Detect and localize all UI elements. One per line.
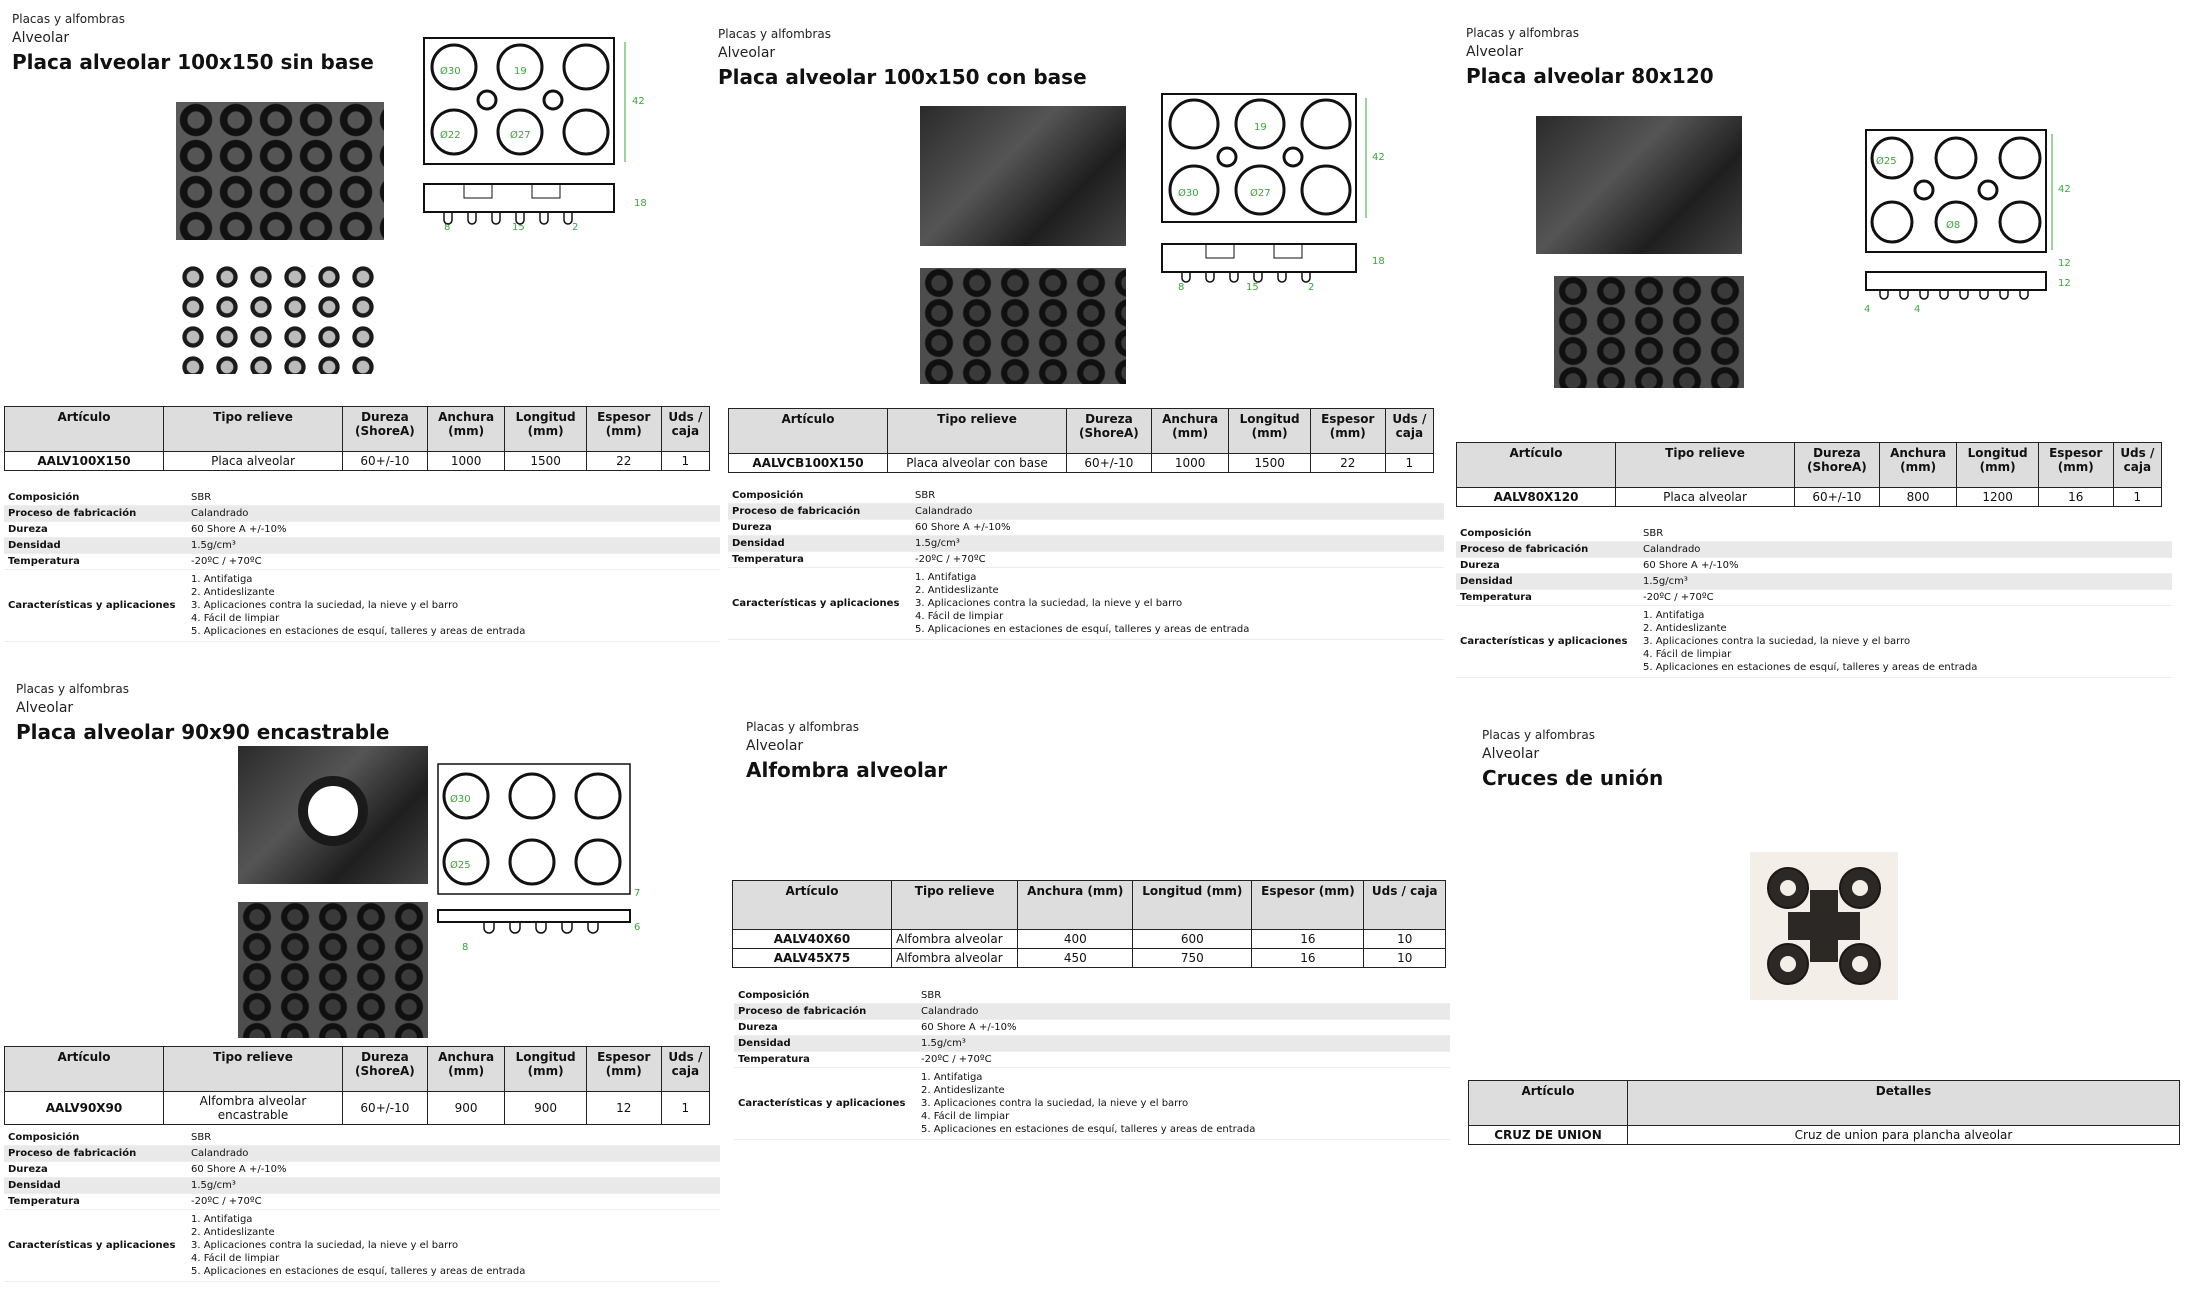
table-cell: 1000 — [1151, 454, 1229, 473]
prop-key: Densidad — [734, 1036, 917, 1052]
table-cell: 16 — [1252, 930, 1364, 949]
prop-value: 60 Shore A +/-10% — [187, 1162, 720, 1178]
prop-value: Calandrado — [187, 1146, 720, 1162]
list-item: 1. Antifatiga — [921, 1072, 983, 1083]
column-header: Tipo relieve — [892, 881, 1018, 930]
breadcrumb: Placas y alfombras — [746, 720, 859, 734]
column-header: Detalles — [1628, 1081, 2180, 1126]
table-cell: AALV90X90 — [5, 1092, 164, 1125]
prop-value: 1.5g/cm³ — [911, 536, 1444, 552]
column-header: Longitud (mm) — [1229, 409, 1310, 454]
prop-key: Características y aplicaciones — [728, 568, 911, 640]
table-cell: CRUZ DE UNION — [1469, 1126, 1628, 1145]
prop-value: Calandrado — [917, 1004, 1450, 1020]
table-cell: Placa alveolar — [164, 452, 343, 471]
column-header: Dureza (ShoreA) — [343, 1047, 428, 1092]
column-header: Dureza (ShoreA) — [1795, 443, 1880, 488]
breadcrumb: Placas y alfombras — [1482, 728, 1595, 742]
table-row — [729, 454, 1434, 473]
breadcrumb: Placas y alfombras — [1466, 26, 1579, 40]
column-header: Tipo relieve — [164, 407, 343, 452]
column-header: Artículo — [733, 881, 892, 930]
properties-table — [1456, 526, 2172, 678]
column-header: Uds / caja — [1385, 409, 1433, 454]
product-panel-4 — [16, 682, 716, 744]
table-cell: 22 — [586, 452, 661, 471]
drawing-dim: 15 — [1246, 282, 1259, 293]
drawing-dim: Ø22 — [440, 130, 461, 141]
table-header-row — [1457, 443, 2162, 488]
list-item: 4. Fácil de limpiar — [915, 611, 1004, 622]
spec-table — [732, 880, 1446, 968]
drawing-dim: 2 — [1308, 282, 1315, 293]
prop-value-list — [187, 1210, 720, 1282]
column-header: Espesor (mm) — [2038, 443, 2113, 488]
list-item: 1. Antifatiga — [191, 1214, 253, 1225]
prop-key: Dureza — [4, 522, 187, 538]
column-header: Anchura (mm) — [1151, 409, 1229, 454]
prop-key: Densidad — [1456, 574, 1639, 590]
product-panel-alfombra — [746, 720, 1446, 782]
prop-value: 1.5g/cm³ — [187, 538, 720, 554]
spec-table — [1468, 1080, 2180, 1145]
prop-value: -20ºC / +70ºC — [187, 554, 720, 570]
column-header: Uds / caja — [661, 1047, 709, 1092]
prop-key: Dureza — [728, 520, 911, 536]
table-header-row — [729, 409, 1434, 454]
prop-key: Proceso de fabricación — [4, 1146, 187, 1162]
table-cell: 400 — [1018, 930, 1133, 949]
list-item: 5. Aplicaciones en estaciones de esquí, talleres y areas de entrada — [191, 626, 526, 637]
drawing-dim: Ø30 — [450, 794, 471, 805]
spec-table — [4, 406, 710, 471]
table-row — [5, 1092, 710, 1125]
drawing-dim: 42 — [2058, 184, 2071, 195]
list-item: 5. Aplicaciones en estaciones de esquí, talleres y areas de entrada — [191, 1266, 526, 1277]
column-header: Longitud (mm) — [505, 1047, 586, 1092]
column-header: Tipo relieve — [1616, 443, 1795, 488]
product-photo-top — [176, 262, 384, 374]
prop-value-list — [1639, 606, 2172, 678]
prop-value: -20ºC / +70ºC — [917, 1052, 1450, 1068]
drawing-dim: 12 — [2058, 258, 2071, 269]
table-cell: 750 — [1133, 949, 1252, 968]
table-cell: 1200 — [1957, 488, 2038, 507]
product-title: Placa alveolar 100x150 con base — [718, 65, 1087, 89]
prop-key: Temperatura — [728, 552, 911, 568]
table-cell: 16 — [1252, 949, 1364, 968]
column-header: Artículo — [5, 1047, 164, 1092]
table-cell: 10 — [1364, 930, 1446, 949]
prop-key: Composición — [4, 490, 187, 506]
table-row — [5, 452, 710, 471]
product-photo-closeup — [238, 746, 428, 884]
table-row — [1469, 1126, 2180, 1145]
list-item: 2. Antideslizante — [915, 585, 999, 596]
drawing-dim: 19 — [514, 66, 527, 77]
prop-value: Calandrado — [1639, 542, 2172, 558]
prop-key: Proceso de fabricación — [728, 504, 911, 520]
table-cell: 1500 — [1229, 454, 1310, 473]
table-cell: AALV80X120 — [1457, 488, 1616, 507]
prop-value: 60 Shore A +/-10% — [911, 520, 1444, 536]
prop-value: -20ºC / +70ºC — [1639, 590, 2172, 606]
drawing-dim: 18 — [1372, 256, 1385, 267]
drawing-dim: 15 — [512, 222, 525, 233]
drawing-dim: 42 — [632, 96, 645, 107]
list-item: 3. Aplicaciones contra la suciedad, la nieve y el barro — [191, 600, 459, 611]
list-item: 2. Antideslizante — [1643, 623, 1727, 634]
product-title: Placa alveolar 90x90 encastrable — [16, 720, 390, 744]
table-cell: 16 — [2038, 488, 2113, 507]
column-header: Artículo — [1457, 443, 1616, 488]
product-title: Cruces de unión — [1482, 766, 1664, 790]
list-item: 2. Antideslizante — [191, 587, 275, 598]
table-cell: 1 — [2113, 488, 2161, 507]
prop-key: Composición — [734, 988, 917, 1004]
table-cell: 900 — [505, 1092, 586, 1125]
product-photo-boot — [1536, 116, 1742, 254]
column-header: Dureza (ShoreA) — [1067, 409, 1152, 454]
prop-value-list — [917, 1068, 1450, 1140]
product-panel-2 — [718, 27, 1418, 89]
table-row — [1457, 488, 2162, 507]
properties-table — [4, 1130, 720, 1282]
prop-key: Características y aplicaciones — [4, 570, 187, 642]
drawing-dim: Ø25 — [1876, 156, 1897, 167]
prop-key: Densidad — [4, 538, 187, 554]
drawing-dim: 8 — [462, 942, 469, 953]
table-cell: Placa alveolar — [1616, 488, 1795, 507]
table-cell: 60+/-10 — [343, 452, 428, 471]
table-cell: 60+/-10 — [1795, 488, 1880, 507]
prop-value-list — [187, 570, 720, 642]
drawing-dim: 42 — [1372, 152, 1385, 163]
prop-value: SBR — [187, 490, 720, 506]
column-header: Anchura (mm) — [1018, 881, 1133, 930]
prop-value-list — [911, 568, 1444, 640]
table-cell: Cruz de union para plancha alveolar — [1628, 1126, 2180, 1145]
spec-table — [4, 1046, 710, 1125]
breadcrumb: Placas y alfombras — [16, 682, 129, 696]
prop-value: SBR — [911, 488, 1444, 504]
table-cell: 1500 — [505, 452, 586, 471]
column-header: Uds / caja — [1364, 881, 1446, 930]
drawing-dim: 8 — [444, 222, 451, 233]
table-cell: Alfombra alveolar encastrable — [164, 1092, 343, 1125]
properties-table — [734, 988, 1450, 1140]
product-photo-mat — [1554, 276, 1744, 388]
prop-key: Temperatura — [734, 1052, 917, 1068]
prop-value: Calandrado — [187, 506, 720, 522]
table-cell: 1000 — [427, 452, 505, 471]
list-item: 3. Aplicaciones contra la suciedad, la nieve y el barro — [1643, 636, 1911, 647]
drawing-dim: 12 — [2058, 278, 2071, 289]
prop-key: Dureza — [734, 1020, 917, 1036]
drawing-dim: Ø30 — [440, 66, 461, 77]
drawing-dim: 6 — [634, 922, 641, 933]
column-header: Anchura (mm) — [427, 1047, 505, 1092]
column-header: Espesor (mm) — [586, 1047, 661, 1092]
table-cell: Alfombra alveolar — [892, 930, 1018, 949]
technical-drawing — [420, 34, 660, 234]
table-cell: 1 — [661, 1092, 709, 1125]
drawing-dim: Ø30 — [1178, 188, 1199, 199]
spec-table — [1456, 442, 2162, 507]
list-item: 1. Antifatiga — [1643, 610, 1705, 621]
list-item: 4. Fácil de limpiar — [921, 1111, 1010, 1122]
list-item: 4. Fácil de limpiar — [191, 613, 280, 624]
table-cell: 22 — [1310, 454, 1385, 473]
prop-value: Calandrado — [911, 504, 1444, 520]
table-cell: 450 — [1018, 949, 1133, 968]
drawing-dim: 19 — [1254, 122, 1267, 133]
prop-key: Características y aplicaciones — [734, 1068, 917, 1140]
product-title: Placa alveolar 100x150 sin base — [12, 50, 374, 74]
prop-key: Temperatura — [4, 554, 187, 570]
prop-value: 60 Shore A +/-10% — [187, 522, 720, 538]
column-header: Espesor (mm) — [1252, 881, 1364, 930]
prop-key: Composición — [1456, 526, 1639, 542]
product-panel-cruces — [1482, 728, 2182, 790]
prop-value: 60 Shore A +/-10% — [1639, 558, 2172, 574]
table-cell: 800 — [1879, 488, 1957, 507]
drawing-dim: 18 — [634, 198, 647, 209]
technical-drawing — [1862, 126, 2082, 326]
drawing-dim: Ø27 — [510, 130, 531, 141]
table-cell: 60+/-10 — [1067, 454, 1152, 473]
category-label: Alveolar — [16, 700, 74, 716]
list-item: 3. Aplicaciones contra la suciedad, la nieve y el barro — [191, 1240, 459, 1251]
prop-key: Dureza — [4, 1162, 187, 1178]
drawing-dim: Ø25 — [450, 860, 471, 871]
product-title: Alfombra alveolar — [746, 758, 948, 782]
product-title: Placa alveolar 80x120 — [1466, 64, 1714, 88]
column-header: Longitud (mm) — [1957, 443, 2038, 488]
list-item: 5. Aplicaciones en estaciones de esquí, talleres y areas de entrada — [915, 624, 1250, 635]
list-item: 1. Antifatiga — [915, 572, 977, 583]
product-photo-cross — [1750, 852, 1898, 1000]
prop-value: SBR — [917, 988, 1450, 1004]
properties-table — [728, 488, 1444, 640]
column-header: Artículo — [729, 409, 888, 454]
column-header: Uds / caja — [661, 407, 709, 452]
column-header: Longitud (mm) — [505, 407, 586, 452]
list-item: 5. Aplicaciones en estaciones de esquí, talleres y areas de entrada — [921, 1124, 1256, 1135]
drawing-dim: Ø8 — [1946, 220, 1961, 231]
table-header-row — [5, 407, 710, 452]
column-header: Espesor (mm) — [1310, 409, 1385, 454]
table-header-row — [1469, 1081, 2180, 1126]
breadcrumb: Placas y alfombras — [12, 12, 125, 26]
list-item: 4. Fácil de limpiar — [191, 1253, 280, 1264]
prop-value: 1.5g/cm³ — [917, 1036, 1450, 1052]
prop-key: Composición — [4, 1130, 187, 1146]
column-header: Anchura (mm) — [1879, 443, 1957, 488]
drawing-dim: 4 — [1914, 304, 1921, 315]
breadcrumb: Placas y alfombras — [718, 27, 831, 41]
prop-value: 1.5g/cm³ — [1639, 574, 2172, 590]
drawing-dim: 8 — [1178, 282, 1185, 293]
drawing-dim: 4 — [1864, 304, 1871, 315]
category-label: Alveolar — [1466, 44, 1524, 60]
table-cell: 12 — [586, 1092, 661, 1125]
category-label: Alveolar — [746, 738, 804, 754]
category-label: Alveolar — [718, 45, 776, 61]
prop-value: 1.5g/cm³ — [187, 1178, 720, 1194]
prop-key: Proceso de fabricación — [1456, 542, 1639, 558]
category-label: Alveolar — [1482, 746, 1540, 762]
product-photo-cells — [920, 268, 1126, 384]
properties-table — [4, 490, 720, 642]
prop-key: Composición — [728, 488, 911, 504]
list-item: 3. Aplicaciones contra la suciedad, la nieve y el barro — [915, 598, 1183, 609]
table-cell: 10 — [1364, 949, 1446, 968]
technical-drawing — [1158, 90, 1398, 300]
prop-value: -20ºC / +70ºC — [187, 1194, 720, 1210]
prop-value: SBR — [1639, 526, 2172, 542]
column-header: Dureza (ShoreA) — [343, 407, 428, 452]
table-cell: AALV40X60 — [733, 930, 892, 949]
product-photo-studs — [920, 106, 1126, 246]
column-header: Espesor (mm) — [586, 407, 661, 452]
column-header: Tipo relieve — [888, 409, 1067, 454]
table-cell: Placa alveolar con base — [888, 454, 1067, 473]
list-item: 3. Aplicaciones contra la suciedad, la nieve y el barro — [921, 1098, 1189, 1109]
column-header: Tipo relieve — [164, 1047, 343, 1092]
table-cell: 1 — [1385, 454, 1433, 473]
prop-value: SBR — [187, 1130, 720, 1146]
product-panel-3 — [1466, 26, 2166, 88]
table-cell: 900 — [427, 1092, 505, 1125]
table-header-row — [733, 881, 1446, 930]
prop-key: Proceso de fabricación — [4, 506, 187, 522]
prop-key: Características y aplicaciones — [4, 1210, 187, 1282]
drawing-dim: 2 — [572, 222, 579, 233]
column-header: Artículo — [5, 407, 164, 452]
table-cell: 600 — [1133, 930, 1252, 949]
list-item: 2. Antideslizante — [921, 1085, 1005, 1096]
prop-key: Dureza — [1456, 558, 1639, 574]
cross-connector-icon — [1750, 852, 1898, 1000]
table-header-row — [5, 1047, 710, 1092]
table-cell: AALV45X75 — [733, 949, 892, 968]
table-cell: Alfombra alveolar — [892, 949, 1018, 968]
drawing-dim: Ø27 — [1250, 188, 1271, 199]
column-header: Artículo — [1469, 1081, 1628, 1126]
list-item: 1. Antifatiga — [191, 574, 253, 585]
column-header: Uds / caja — [2113, 443, 2161, 488]
prop-key: Proceso de fabricación — [734, 1004, 917, 1020]
table-row — [733, 949, 1446, 968]
table-row — [733, 930, 1446, 949]
table-cell: 60+/-10 — [343, 1092, 428, 1125]
drawing-dim: 7 — [634, 888, 641, 899]
technical-drawing — [434, 760, 654, 960]
table-cell: 1 — [661, 452, 709, 471]
list-item: 5. Aplicaciones en estaciones de esquí, talleres y areas de entrada — [1643, 662, 1978, 673]
column-header: Longitud (mm) — [1133, 881, 1252, 930]
prop-value: -20ºC / +70ºC — [911, 552, 1444, 568]
spec-table — [728, 408, 1434, 473]
prop-key: Temperatura — [4, 1194, 187, 1210]
product-photo-tile — [238, 902, 428, 1038]
list-item: 2. Antideslizante — [191, 1227, 275, 1238]
table-cell: AALV100X150 — [5, 452, 164, 471]
prop-key: Densidad — [728, 536, 911, 552]
product-photo-rolled — [176, 102, 384, 240]
list-item: 4. Fácil de limpiar — [1643, 649, 1732, 660]
column-header: Anchura (mm) — [427, 407, 505, 452]
prop-key: Temperatura — [1456, 590, 1639, 606]
prop-key: Características y aplicaciones — [1456, 606, 1639, 678]
hole-detail — [298, 776, 368, 846]
table-cell: AALVCB100X150 — [729, 454, 888, 473]
prop-value: 60 Shore A +/-10% — [917, 1020, 1450, 1036]
category-label: Alveolar — [12, 30, 70, 46]
prop-key: Densidad — [4, 1178, 187, 1194]
